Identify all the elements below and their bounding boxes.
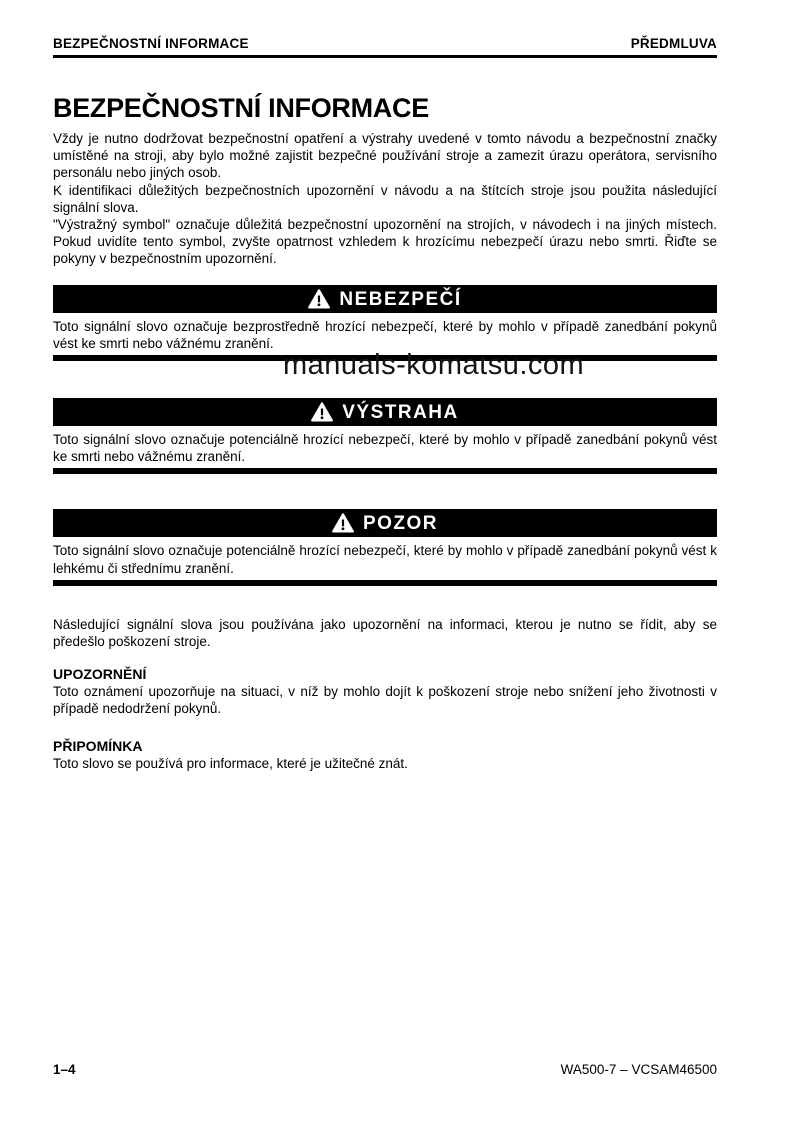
intro-paragraph-3: "Výstražný symbol" označuje důležitá bezpečnostní upozornění na strojích, v návodech i na jiných místech. Pokud uvidíte tento symbol, zvyšte opatrnost vzhledem k hrozícímu nebezpečí úrazu nebo smrti. Řiďte se pokyny v bezpečnostním upozornění. xyxy=(53,217,717,267)
warning-section xyxy=(53,398,717,474)
notice-heading: UPOZORNĚNÍ xyxy=(53,666,147,683)
warning-banner xyxy=(53,398,717,426)
warning-triangle-icon xyxy=(311,402,333,422)
danger-body-text: Toto signální slovo označuje bezprostředně hrozící nebezpečí, které by mohlo v případě zanedbání pokynů vést ke smrti nebo vážnému zranění. xyxy=(53,318,717,351)
page-content xyxy=(53,93,717,772)
warning-triangle-icon xyxy=(332,513,354,533)
caution-body-text: Toto signální slovo označuje potenciálně hrozící nebezpečí, které by mohlo v případě zanedbání pokynů vést k lehkému či střednímu zranění. xyxy=(53,543,717,576)
remark-section xyxy=(53,738,717,772)
page-number: 1–4 xyxy=(53,1062,76,1077)
document-code: WA500-7 – VCSAM46500 xyxy=(560,1062,717,1077)
warning-section-rule xyxy=(53,468,717,474)
notice-body-text: Toto oznámení upozorňuje na situaci, v níž by mohlo dojít k poškození stroje nebo snížení jeho životnosti v případě nedodržení pokynů. xyxy=(53,684,717,717)
running-header xyxy=(53,36,717,58)
intro-paragraph-2: K identifikaci důležitých bezpečnostních upozornění v návodu a na štítcích stroje jsou použita následující signální slova. xyxy=(53,182,717,215)
remark-body-text: Toto slovo se používá pro informace, které je užitečné znát. xyxy=(53,755,408,771)
intro-paragraph-1: Vždy je nutno dodržovat bezpečnostní opatření a výstrahy uvedené v tomto návodu a bezpečnostní značky umístěné na stroji, aby bylo možné zajistit bezpečné používání stroje a zamezit úrazu operátora, servisního personálu nebo jiných osob. xyxy=(53,131,717,181)
caution-banner xyxy=(53,509,717,537)
running-footer xyxy=(53,1062,717,1077)
header-chapter-title: PŘEDMLUVA xyxy=(630,36,717,51)
warning-triangle-icon xyxy=(308,289,330,309)
notice-section xyxy=(53,666,717,717)
watermark-text: manuals-komatsu.com xyxy=(283,349,585,381)
warning-body-text: Toto signální slovo označuje potenciálně hrozící nebezpečí, které by mohlo v případě zanedbání pokynů vést ke smrti nebo vážnému zranění. xyxy=(53,432,717,465)
caution-section xyxy=(53,509,717,585)
warning-banner-label: VÝSTRAHA xyxy=(342,402,459,424)
danger-banner xyxy=(53,285,717,313)
page-title: BEZPEČNOSTNÍ INFORMACE xyxy=(53,93,429,123)
header-section-title: BEZPEČNOSTNÍ INFORMACE xyxy=(53,36,249,51)
caution-section-rule xyxy=(53,580,717,586)
following-signal-words-text: Následující signální slova jsou používána jako upozornění na informaci, kterou je nutno se řídit, aby se předešlo poškození stroje. xyxy=(53,616,717,650)
caution-banner-label: POZOR xyxy=(362,513,439,535)
remark-heading: PŘIPOMÍNKA xyxy=(53,737,143,754)
danger-banner-label: NEBEZPEČÍ xyxy=(339,288,462,310)
